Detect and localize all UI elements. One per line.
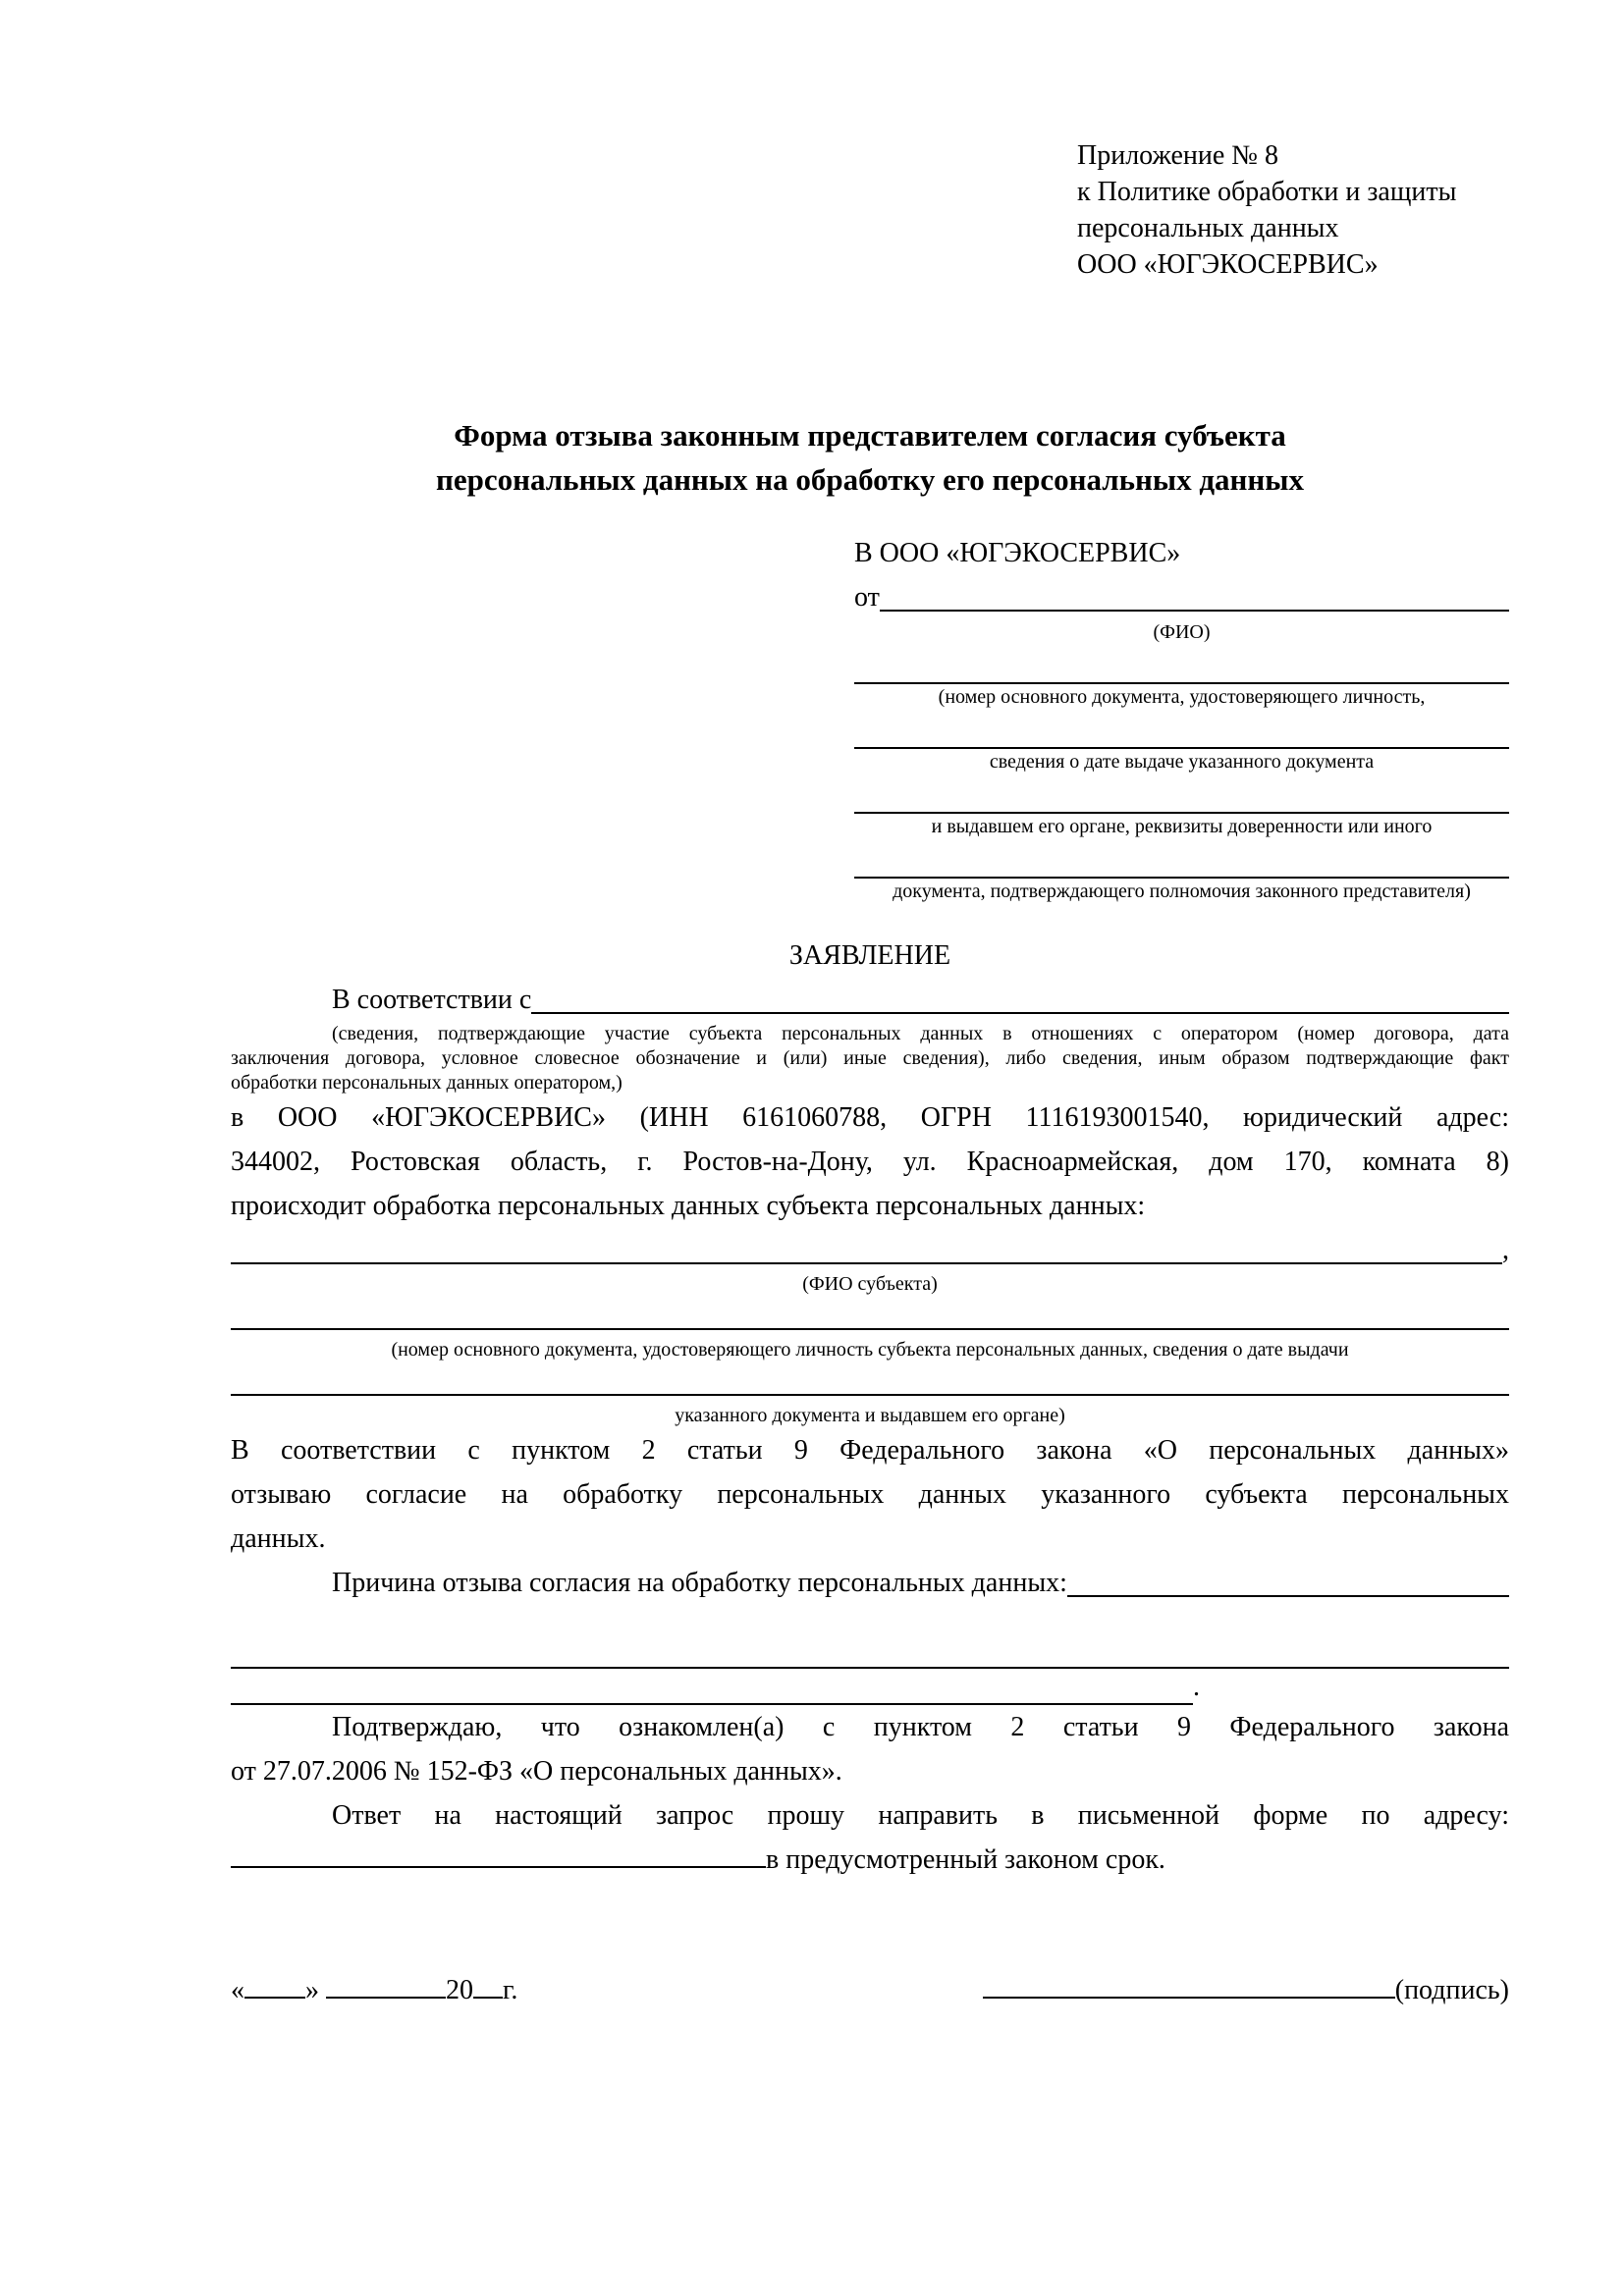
- addressee-block: [854, 531, 1509, 904]
- response-tail: в предусмотренный законом срок.: [766, 1844, 1165, 1875]
- blank-line: [854, 812, 1509, 814]
- doc-issuer-caption: и выдавшем его органе, реквизиты доверенности или иного: [931, 816, 1433, 837]
- withdrawal-line-2: отзываю согласие на обработку персональных данных указанного субъекта персональных: [231, 1479, 1509, 1510]
- accordance-note-line-1: (сведения, подтверждающие участие субъекта персональных данных в отношениях с оператором (номер договора, дата: [332, 1023, 1509, 1044]
- accordance-note: [231, 1022, 1509, 1095]
- date-month-blank: [326, 1997, 446, 1999]
- accordance-note-line-2: заключения договора, условное словесное обозначение и (или) иные сведения), либо сведения, иным образом подтверждающие факт: [231, 1047, 1509, 1069]
- blank-line: [854, 747, 1509, 749]
- date-day-blank: [244, 1997, 305, 1999]
- reason-row: [231, 1561, 1509, 1605]
- subject-doc-field-1: [231, 1328, 1509, 1362]
- representative-doc-field-4: [854, 877, 1509, 904]
- blank-line: [854, 682, 1509, 684]
- statement-heading: ЗАЯВЛЕНИЕ: [788, 940, 951, 971]
- doc-number-caption: (номер основного документа, удостоверяющего личность,: [938, 686, 1426, 708]
- subject-fio-comma: ,: [1502, 1235, 1509, 1265]
- operator-line-2: 344002, Ростовская область, г. Ростов-на-Дону, ул. Красноармейская, дом 170, комната 8): [231, 1147, 1509, 1177]
- appendix-line-2: к Политике обработки и защиты: [1077, 177, 1457, 207]
- date-group: [231, 1968, 517, 2012]
- reason-period: .: [1193, 1672, 1200, 1702]
- representative-doc-field-2: [854, 747, 1509, 774]
- from-label: от: [854, 582, 880, 613]
- footer-row: [231, 1968, 1509, 2012]
- response-paragraph: [231, 1793, 1509, 1882]
- subject-doc-caption-2: указанного документа и выдавшем его органе): [675, 1405, 1065, 1426]
- reason-blank-line-short: [231, 1671, 1193, 1705]
- doc-issue-date-caption: сведения о дате выдаче указанного документа: [989, 751, 1375, 773]
- signature-caption: (подпись): [1394, 1975, 1509, 2005]
- operator-line-3: происходит обработка персональных данных субъекта персональных данных:: [231, 1191, 1146, 1221]
- from-fio-blank-line: [880, 575, 1509, 612]
- date-quote-close: »: [305, 1975, 319, 2005]
- from-row: [854, 575, 1509, 619]
- blank-line: [854, 877, 1509, 879]
- doc-authority-caption: документа, подтверждающего полномочия законного представителя): [893, 881, 1471, 902]
- representative-doc-field-1: [854, 682, 1509, 710]
- appendix-header: [1077, 137, 1509, 283]
- date-year-prefix: 20: [446, 1975, 473, 2005]
- reason-blank-line: [1067, 1561, 1509, 1597]
- subject-doc-caption-1: (номер основного документа, удостоверяющего личность субъекта персональных данных, сведения о дате выдачи: [391, 1339, 1349, 1361]
- addressee-organization: В ООО «ЮГЭКОСЕРВИС»: [854, 538, 1181, 568]
- subject-fio-blank-line: [231, 1228, 1502, 1264]
- withdrawal-line-1: В соответствии с пунктом 2 статьи 9 Федерального закона «О персональных данных»: [231, 1435, 1509, 1466]
- subject-doc-field-2: [231, 1394, 1509, 1428]
- reason-blank-line-short-row: [231, 1669, 1509, 1705]
- confirmation-line-1: Подтверждаю, что ознакомлен(а) с пунктом 2 статьи 9 Федерального закона: [332, 1712, 1509, 1742]
- accordance-note-line-3: обработки персональных данных оператором,): [231, 1072, 623, 1094]
- subject-fio-row: [231, 1228, 1509, 1272]
- representative-doc-field-3: [854, 812, 1509, 839]
- accordance-row: [231, 978, 1509, 1022]
- appendix-line-3: персональных данных: [1077, 213, 1339, 243]
- form-title: [231, 413, 1509, 502]
- operator-paragraph: [231, 1095, 1509, 1228]
- response-line-1: Ответ на настоящий запрос прошу направить в письменной форме по адресу:: [332, 1800, 1509, 1831]
- appendix-line-4: ООО «ЮГЭКОСЕРВИС»: [1077, 249, 1379, 280]
- signature-group: [983, 1968, 1509, 2012]
- confirmation-line-2: от 27.07.2006 № 152-ФЗ «О персональных данных».: [231, 1756, 842, 1787]
- reason-label: Причина отзыва согласия на обработку персональных данных:: [332, 1568, 1067, 1598]
- date-year-blank: [473, 1997, 503, 1999]
- fio-caption: (ФИО): [1153, 621, 1211, 643]
- blank-line: [231, 1394, 1509, 1396]
- appendix-line-1: Приложение № 8: [1077, 140, 1278, 171]
- withdrawal-paragraph: [231, 1428, 1509, 1561]
- confirmation-paragraph: [231, 1705, 1509, 1793]
- reason-blank-line-full: [231, 1627, 1509, 1669]
- accordance-label: В соответствии с: [332, 985, 532, 1015]
- withdrawal-line-3: данных.: [231, 1523, 326, 1554]
- subject-fio-caption: (ФИО субъекта): [802, 1273, 938, 1295]
- date-quote-open: «: [231, 1975, 244, 2005]
- accordance-blank-line: [531, 978, 1509, 1014]
- form-title-line-2: персональных данных на обработку его персональных данных: [436, 462, 1304, 497]
- operator-line-1: в ООО «ЮГЭКОСЕРВИС» (ИНН 6161060788, ОГРН 1116193001540, юридический адрес:: [231, 1102, 1509, 1133]
- response-line-2: [231, 1838, 1509, 1882]
- response-address-blank-line: [231, 1866, 766, 1868]
- date-year-suffix: г.: [503, 1975, 518, 2005]
- form-title-line-1: Форма отзыва законным представителем согласия субъекта: [454, 418, 1286, 453]
- signature-blank-line: [983, 1997, 1395, 1999]
- blank-line: [231, 1328, 1509, 1330]
